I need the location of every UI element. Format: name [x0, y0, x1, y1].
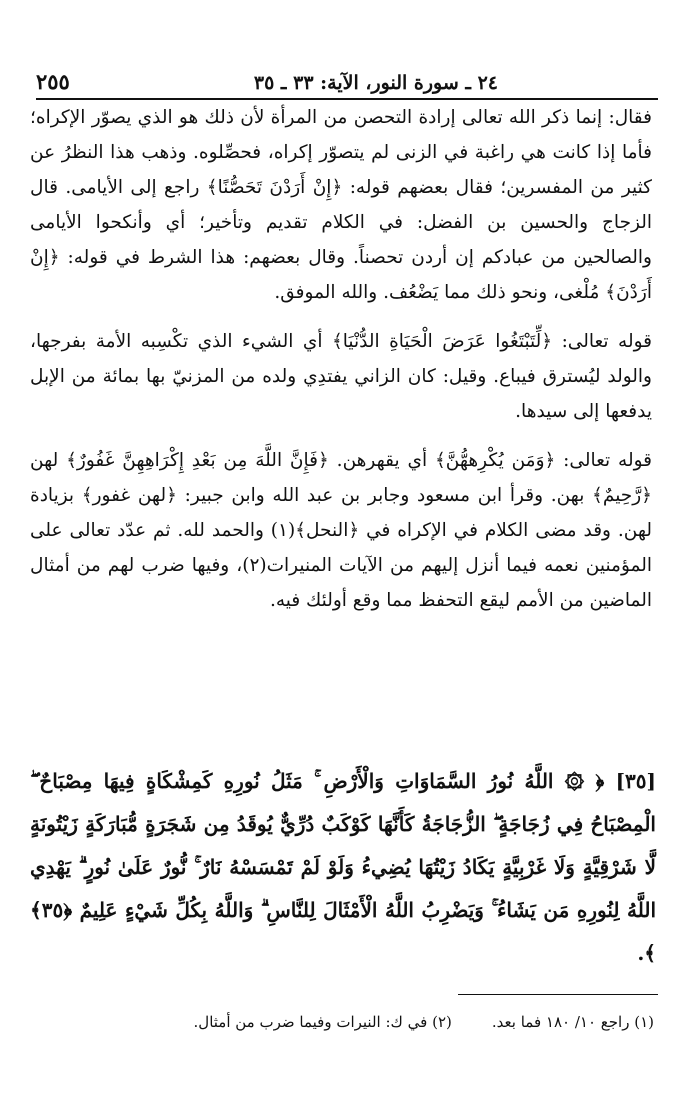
quran-verse: [30, 760, 656, 975]
footnote-1: (١) راجع ١٠/ ١٨٠ فما بعد.: [491, 1013, 654, 1031]
paragraph-2: قوله تعالى: ﴿لِّتَبْتَغُوا عَرَضَ الْحَيَاةِ الدُّنْيَا﴾ أي الشيء الذي تكْسِبه الأمة بفرجها، والولد ليُسترق فيباع. وقيل: كان الزاني يفتدِي ولده من المزنيّ بها بمائة من الإبل يدفعها إلى سيدها.: [30, 331, 652, 422]
page-number: ٢٥٥: [36, 69, 70, 94]
verse-text: ﴿ ۞ اللَّهُ نُورُ السَّمَاوَاتِ وَالْأَرْضِ ۚ مَثَلُ نُورِهِ كَمِشْكَاةٍ فِيهَا مِصْبَاحٌ ۖ الْمِصْبَاحُ فِي زُجَاجَةٍ ۖ الزُّجَاجَةُ كَأَنَّهَا كَوْكَبٌ دُرِّيٌّ يُوقَدُ مِن شَجَرَةٍ مُّبَارَكَةٍ زَيْتُونَةٍ لَّا شَرْقِيَّةٍ وَلَا غَرْبِيَّةٍ يَكَادُ زَيْتُهَا يُضِيءُ وَلَوْ لَمْ تَمْسَسْهُ نَارٌ ۚ نُّورٌ عَلَىٰ نُورٍ ۗ يَهْدِي اللَّهُ لِنُورِهِ مَن يَشَاءُ ۚ وَيَضْرِبُ اللَّهُ الْأَمْثَالَ لِلنَّاسِ ۗ وَاللَّهُ بِكُلِّ شَيْءٍ عَلِيمٌ ﴿٣٥﴾ ﴾.: [30, 769, 656, 965]
paragraph-1: فقال: إنما ذكر الله تعالى إرادة التحصن من المرأة لأن ذلك هو الذي يصوّر الإكراه؛ فأما إذا كانت هي راغبة في الزنى لم يتصوّر إكراه، فحصِّلوه. وذهب هذا النظرُ عن كثير من المفسرين؛ فقال بعضهم قوله: ﴿إِنْ أَرَدْنَ تَحَصُّنًا﴾ راجع إلى الأيامى. قال الزجاج والحسين بن الفضل: في الكلام تقديم وتأخير؛ أي وأنكحوا الأيامى والصالحين من عبادكم إن أردن تحصناً. وقال بعضهم: هذا الشرط في قوله: ﴿إِنْ أَرَدْنَ﴾ مُلْغى، ونحو ذلك مما يَضْعُف. والله الموفق.: [30, 107, 652, 303]
running-head: ٢٤ ـ سورة النور، الآية: ٣٣ ـ ٣٥: [253, 72, 498, 94]
commentary-text: [30, 100, 652, 632]
footnotes: [36, 1010, 654, 1034]
paragraph-3: قوله تعالى: ﴿وَمَن يُكْرِههُّنَّ﴾ أي يقهرهن. ﴿فَإِنَّ اللَّهَ مِن بَعْدِ إِكْرَاهِهِنَّ غَفُورٌ﴾ لهن ﴿رَّحِيمٌ﴾ بهن. وقرأ ابن مسعود وجابر بن عبد الله وابن جبير: ﴿لهن غفور﴾ بزيادة لهن. وقد مضى الكلام في الإكراه في ﴿النحل﴾(١) والحمد لله. ثم عدّد تعالى على المؤمنين نعمه فيما أنزل إليهم من الآيات المنيرات(٢)، وفيها ضرب لهم من أمثال الماضين من الأمم ليقع التحفظ مما وقع أولئك فيه.: [30, 450, 652, 611]
page-header: [36, 60, 658, 100]
footnote-2: (٢) في ك: النيرات وفيما ضرب من أمثال.: [193, 1013, 452, 1031]
verse-number: [٣٥]: [615, 769, 656, 793]
footnote-divider: [458, 994, 658, 995]
